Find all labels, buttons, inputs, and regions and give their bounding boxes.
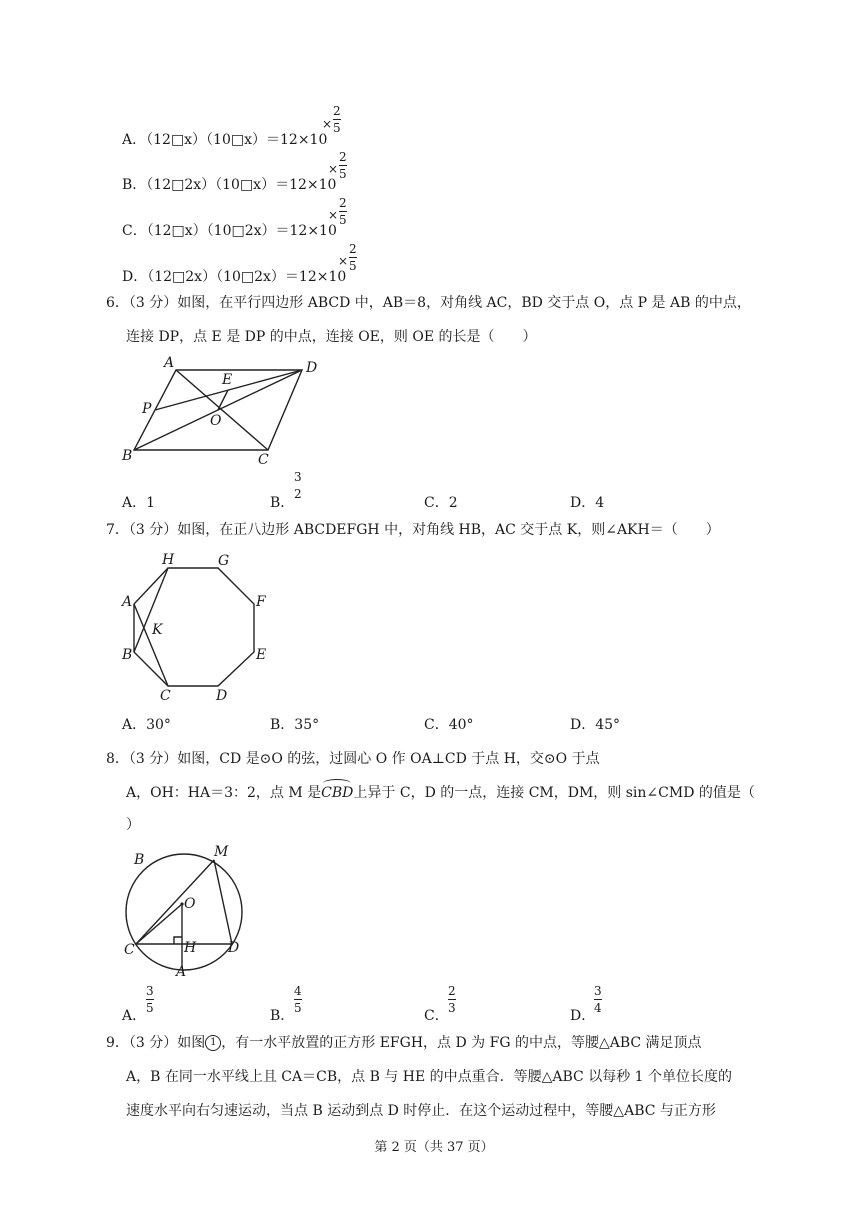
times-sign: × bbox=[322, 117, 333, 131]
q8-stem-line1: 8．（3 分）如图，CD 是⊙O 的弦，过圆心 O 作 OA⊥CD 于点 H，交⊙O 于点 bbox=[106, 751, 600, 767]
label-c: C bbox=[160, 688, 171, 704]
page-footer: 第 2 页（共 37 页） bbox=[374, 1140, 494, 1155]
option-expr: （12□x）（10□2x）＝12×10 bbox=[146, 223, 337, 239]
q7-option-c: C．40° bbox=[424, 717, 474, 733]
q6-parallelogram-figure bbox=[118, 352, 328, 470]
q9-stem-line2: A，B 在同一水平线上且 CA＝CB，点 B 与 HE 的中点重合．等腰△ABC 以每秒 1 个单位长度的 bbox=[126, 1069, 733, 1085]
label-o: O bbox=[210, 413, 222, 429]
label-d: D bbox=[306, 360, 318, 376]
times-sign: × bbox=[338, 254, 349, 268]
label-a: A bbox=[122, 594, 133, 610]
q9-stem-line1: 9．（3 分）如图 1 ，有一水平放置的正方形 EFGH，点 D 为 FG 的中点，等腰△ABC 满足顶点 bbox=[106, 1035, 702, 1051]
q9-stem-line3: 速度水平向右匀速运动，当点 B 运动到点 D 时停止．在这个运动过程中，等腰△ABC 与正方形 bbox=[126, 1103, 716, 1119]
label-b: B bbox=[134, 852, 145, 868]
label-k: K bbox=[152, 622, 163, 638]
option-letter: A． bbox=[122, 132, 147, 148]
option-letter: C． bbox=[122, 223, 147, 239]
label-c: C bbox=[258, 452, 269, 468]
times-sign: × bbox=[328, 208, 339, 222]
exponent-fraction: 2 5 bbox=[339, 196, 347, 227]
q8-stem-line3: ） bbox=[126, 817, 140, 833]
label-a: A bbox=[164, 355, 175, 371]
q8-stem-line2: A，OH：HA＝3：2，点 M 是 CBD上异于 C，D 的一点，连接 CM，DM，则 sin∠CMD 的值是（ bbox=[126, 783, 755, 803]
fraction: 4 5 bbox=[294, 984, 302, 1015]
q6-option-a: A．1 bbox=[122, 495, 156, 511]
q6-option-b-fraction: 3 2 bbox=[294, 470, 302, 501]
q6-option-c: C．2 bbox=[424, 495, 458, 511]
arc-cbd: CBD bbox=[321, 783, 353, 803]
label-h: H bbox=[184, 940, 197, 956]
q6-option-b-letter: B． bbox=[270, 495, 295, 511]
label-d: D bbox=[216, 688, 228, 704]
q7-option-a: A．30° bbox=[122, 717, 171, 733]
option-expr: （12□x）（10□x）＝12×10 bbox=[146, 132, 328, 148]
option-letter: D． bbox=[122, 269, 148, 285]
label-a: A bbox=[176, 964, 187, 980]
option-expr: （12□2x）（10□2x）＝12×10 bbox=[147, 269, 347, 285]
label-e: E bbox=[256, 647, 267, 663]
label-p: P bbox=[142, 401, 152, 417]
q6-option-d: D．4 bbox=[570, 495, 605, 511]
q6-stem-line2: 连接 DP，点 E 是 DP 的中点，连接 OE，则 OE 的长是（ ） bbox=[126, 329, 537, 345]
q7-stem-line1: 7．（3 分）如图，在正八边形 ABCDEFGH 中，对角线 HB，AC 交于点 K，则∠AKH＝（ ） bbox=[106, 522, 720, 538]
label-d: D bbox=[228, 940, 240, 956]
q6-stem-line1: 6．（3 分）如图，在平行四边形 ABCD 中，AB＝8，对角线 AC，BD 交于点 O，点 P 是 AB 的中点， bbox=[106, 295, 751, 311]
q8-circle-figure bbox=[118, 840, 258, 980]
label-h: H bbox=[162, 552, 175, 568]
label-e: E bbox=[222, 372, 233, 388]
times-sign: × bbox=[328, 162, 339, 176]
circled-number: 1 bbox=[205, 1035, 221, 1051]
exponent-fraction: 2 5 bbox=[339, 150, 347, 181]
label-c: C bbox=[124, 942, 135, 958]
fraction: 2 3 bbox=[448, 984, 456, 1015]
q7-option-d: D．45° bbox=[570, 717, 621, 733]
exponent-fraction: 2 5 bbox=[349, 242, 357, 273]
label-o: O bbox=[184, 896, 196, 912]
option-letter: B． bbox=[122, 177, 147, 193]
label-b: B bbox=[122, 647, 133, 663]
label-f: F bbox=[256, 594, 266, 610]
q7-option-b: B．35° bbox=[270, 717, 320, 733]
exponent-fraction: 2 5 bbox=[333, 104, 341, 135]
label-m: M bbox=[214, 844, 229, 860]
fraction: 3 5 bbox=[146, 984, 154, 1015]
q7-octagon-figure bbox=[118, 548, 278, 704]
fraction: 3 4 bbox=[594, 984, 602, 1015]
label-g: G bbox=[218, 553, 230, 569]
option-expr: （12□2x）（10□x）＝12×10 bbox=[146, 177, 337, 193]
label-b: B bbox=[122, 448, 133, 464]
